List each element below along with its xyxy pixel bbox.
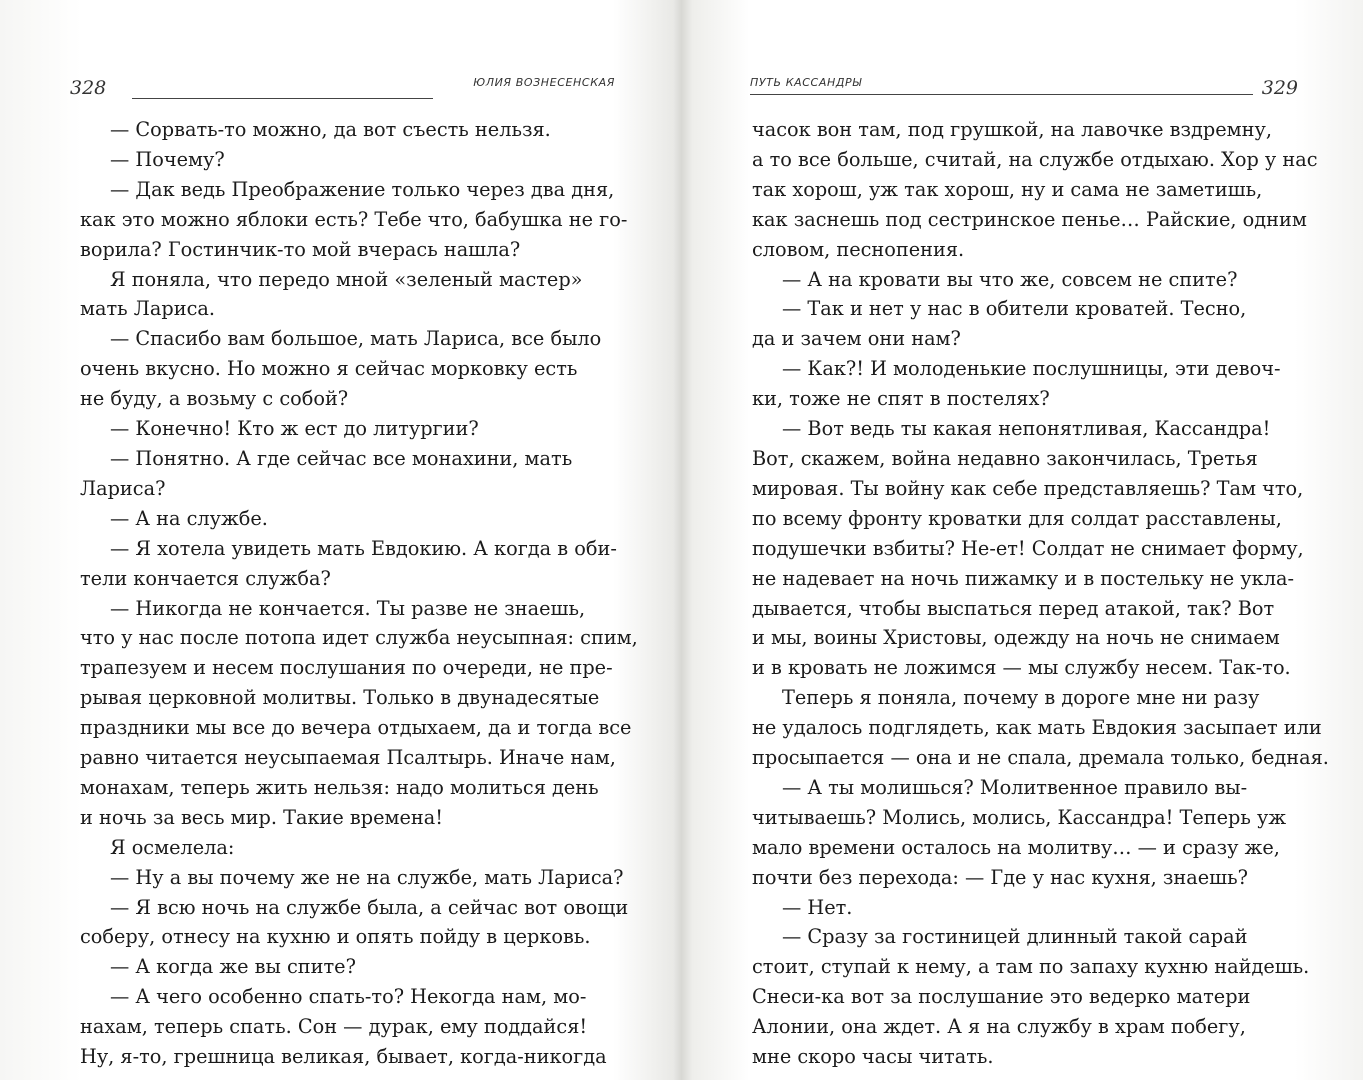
text-line: подушечки взбиты? Не-ет! Солдат не снимает форму, <box>752 536 1304 560</box>
text-line: часок вон там, под грушкой, на лавочке вздремну, <box>752 118 1272 141</box>
text-line: просыпается — она и не спала, дремала только, бедная. <box>752 746 1329 770</box>
right-page <box>682 0 1363 1080</box>
text-line: ворила? Гостинчик-то мой вчерась нашла? <box>80 237 521 261</box>
text-line: — Ну а вы почему же не на службе, мать Лариса? <box>110 865 624 889</box>
text-line: так хорош, уж так хорош, ну и сама не заметишь, <box>752 177 1263 201</box>
running-head-title: ПУТЬ КАССАНДРЫ <box>750 76 862 89</box>
text-line: что у нас после потопа идет служба неусыпная: спим, <box>80 626 638 650</box>
text-line: тели кончается служба? <box>80 566 331 590</box>
left-page-text <box>80 115 638 1072</box>
text-line: да и зачем они нам? <box>752 327 961 351</box>
text-line: Снеси-ка вот за послушание это ведерко матери <box>752 985 1251 1009</box>
text-line: — Никогда не кончается. Ты разве не знаешь, <box>110 596 586 620</box>
text-line: рывая церковной молитвы. Только в двунадесятые <box>80 686 600 710</box>
text-line: мало времени осталось на молитву… — и сразу же, <box>752 835 1280 859</box>
text-line: соберу, отнесу на кухню и опять пойду в церковь. <box>80 925 591 949</box>
text-line: — Сразу за гостиницей длинный такой сарай <box>782 925 1248 949</box>
header-rule <box>132 98 433 99</box>
text-line: — Так и нет у нас в обители кроватей. Тесно, <box>782 297 1247 321</box>
text-line: — Я всю ночь на службе была, а сейчас вот овощи <box>110 895 629 919</box>
text-line: — Спасибо вам большое, мать Лариса, все было <box>110 327 602 351</box>
running-head-author: ЮЛИЯ ВОЗНЕСЕНСКАЯ <box>473 76 615 89</box>
header-rule <box>750 94 1253 95</box>
text-line: и мы, воины Христовы, одежду на ночь не снимаем <box>752 626 1280 650</box>
text-line: мне скоро часы читать. <box>752 1045 994 1069</box>
page-number: 329 <box>1261 77 1298 99</box>
text-line: дывается, чтобы выспаться перед атакой, так? Вот <box>752 596 1275 620</box>
text-line: не удалось подглядеть, как мать Евдокия засыпает или <box>752 716 1322 740</box>
text-line: не надевает на ночь пижамку и в постельку не укла- <box>752 566 1294 590</box>
left-page-header <box>70 72 615 102</box>
text-line: Лариса? <box>80 476 166 500</box>
text-line: Я поняла, что передо мной «зеленый мастер» <box>110 267 583 291</box>
text-line: ки, тоже не спят в постелях? <box>752 387 1050 411</box>
text-line: — А на службе. <box>110 506 268 530</box>
text-line: словом, песнопения. <box>752 237 965 261</box>
text-line: праздники мы все до вечера отдыхаем, да и тогда все <box>80 716 632 740</box>
text-line: трапезуем и несем послушания по очереди, не пре- <box>80 656 613 680</box>
text-line: и в кровать не ложимся — мы службу несем. Так-то. <box>752 656 1291 680</box>
text-line: — Понятно. А где сейчас все монахини, мать <box>110 446 573 470</box>
page-number: 328 <box>70 77 107 99</box>
text-line: — Почему? <box>110 147 225 171</box>
text-line: читываешь? Молись, молись, Кассандра! Теперь уж <box>752 805 1287 829</box>
text-line: — А ты молишься? Молитвенное правило вы- <box>782 775 1248 799</box>
text-line: Я осмелела: <box>110 835 235 859</box>
text-line: Алонии, она ждет. А я на службу в храм побегу, <box>752 1015 1246 1039</box>
text-line: почти без перехода: — Где у нас кухня, знаешь? <box>752 865 1248 889</box>
text-line: стоит, ступай к нему, а там по запаху кухню найдешь. <box>752 955 1310 979</box>
text-line: — Сорвать-то можно, да вот съесть нельзя. <box>110 118 551 141</box>
text-line: — Я хотела увидеть мать Евдокию. А когда в оби- <box>110 536 617 560</box>
text-line: — А когда же вы спите? <box>110 955 356 979</box>
text-line: Ну, я-то, грешница великая, бывает, когда-никогда <box>80 1045 607 1069</box>
text-line: Вот, скажем, война недавно закончилась, Третья <box>752 446 1258 470</box>
text-line: по всему фронту кроватки для солдат расставлены, <box>752 506 1282 530</box>
text-line: — А на кровати вы что же, совсем не спите? <box>782 267 1238 291</box>
text-line: Теперь я поняла, почему в дороге мне ни разу <box>782 686 1260 710</box>
text-line: нахам, теперь спать. Сон — дурак, ему поддайся! <box>80 1015 588 1039</box>
text-line: — Конечно! Кто ж ест до литургии? <box>110 417 479 441</box>
text-line: как это можно яблоки есть? Тебе что, бабушка не го- <box>80 207 628 231</box>
right-page-header <box>750 72 1298 102</box>
text-line: очень вкусно. Но можно я сейчас морковку есть <box>80 357 578 381</box>
text-line: мать Лариса. <box>80 297 215 321</box>
text-line: — Нет. <box>782 895 853 919</box>
text-line: мировая. Ты войну как себе представляешь? Там что, <box>752 476 1304 500</box>
text-line: а то все больше, считай, на службе отдыхаю. Хор у нас <box>752 147 1318 171</box>
right-page-text <box>752 115 1329 1072</box>
text-line: как заснешь под сестринское пенье… Райские, одним <box>752 207 1307 231</box>
text-line: равно читается неусыпаемая Псалтырь. Иначе нам, <box>80 746 616 770</box>
text-line: — Вот ведь ты какая непонятливая, Кассандра! <box>782 417 1271 441</box>
text-line: и ночь за весь мир. Такие времена! <box>80 805 444 829</box>
text-line: — Как?! И молоденькие послушницы, эти девоч- <box>782 357 1281 381</box>
text-line: не буду, а возьму с собой? <box>80 387 349 411</box>
text-line: — А чего особенно спать-то? Некогда нам, мо- <box>110 985 587 1009</box>
text-line: — Дак ведь Преображение только через два дня, <box>110 177 615 201</box>
text-line: монахам, теперь жить нельзя: надо молиться день <box>80 775 599 799</box>
